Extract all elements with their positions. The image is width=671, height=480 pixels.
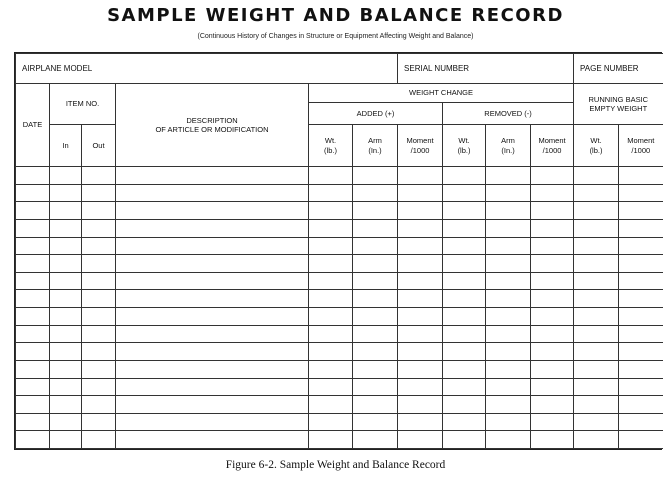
page-title: SAMPLE WEIGHT AND BALANCE RECORD	[107, 5, 564, 26]
table-cell[interactable]	[486, 255, 531, 273]
table-row	[16, 396, 663, 414]
table-cell[interactable]	[116, 308, 309, 326]
table-row	[16, 202, 663, 220]
table-row	[16, 237, 663, 255]
table-cell[interactable]	[619, 325, 663, 343]
running-moment-header	[619, 125, 663, 167]
table-cell[interactable]	[486, 290, 531, 308]
record-table	[15, 53, 663, 449]
table-cell[interactable]	[116, 255, 309, 273]
added-wt-line2: (lb.)	[324, 145, 337, 155]
table-cell[interactable]	[398, 431, 443, 449]
table-cell[interactable]	[574, 378, 619, 396]
running-moment-line1: Moment	[627, 136, 655, 146]
description-header-line2: OF ARTICLE OR MODIFICATION	[155, 125, 269, 134]
table-cell[interactable]	[443, 219, 486, 237]
table-cell[interactable]	[531, 272, 574, 290]
added-arm-line2: (In.)	[368, 145, 382, 155]
table-cell[interactable]	[443, 431, 486, 449]
table-cell[interactable]	[531, 237, 574, 255]
table-cell[interactable]	[619, 237, 663, 255]
table-cell[interactable]	[531, 325, 574, 343]
description-header	[116, 84, 309, 167]
table-cell[interactable]	[353, 237, 398, 255]
table-cell[interactable]	[16, 360, 50, 378]
table-cell[interactable]	[531, 396, 574, 414]
removed-wt-line1: Wt.	[458, 136, 470, 146]
table-cell[interactable]	[443, 290, 486, 308]
running-wt-line2: (lb.)	[589, 145, 603, 155]
table-cell[interactable]	[309, 431, 353, 449]
table-cell[interactable]	[82, 396, 116, 414]
table-cell[interactable]	[398, 413, 443, 431]
table-cell[interactable]	[309, 308, 353, 326]
table-cell[interactable]	[353, 290, 398, 308]
table-cell[interactable]	[574, 413, 619, 431]
table-cell[interactable]	[309, 167, 353, 185]
removed-arm-header	[486, 125, 531, 167]
table-cell[interactable]	[82, 219, 116, 237]
table-cell[interactable]	[309, 219, 353, 237]
page-number-field	[574, 54, 663, 84]
table-cell[interactable]	[82, 272, 116, 290]
table-cell[interactable]	[16, 343, 50, 361]
figure-caption: Figure 6-2. Sample Weight and Balance Record	[225, 459, 446, 471]
table-cell[interactable]	[353, 325, 398, 343]
table-cell[interactable]	[16, 184, 50, 202]
table-cell[interactable]	[50, 167, 82, 185]
page-subtitle: (Continuous History of Changes in Structure or Equipment Affecting Weight and Balance)	[197, 33, 474, 40]
table-cell[interactable]	[574, 343, 619, 361]
table-cell[interactable]	[619, 202, 663, 220]
table-cell[interactable]	[486, 167, 531, 185]
table-cell[interactable]	[116, 431, 309, 449]
table-cell[interactable]	[82, 325, 116, 343]
table-cell[interactable]	[443, 272, 486, 290]
table-cell[interactable]	[82, 202, 116, 220]
table-row	[16, 413, 663, 431]
table-cell[interactable]	[50, 360, 82, 378]
serial-number-field	[398, 54, 574, 84]
table-cell[interactable]	[398, 167, 443, 185]
table-cell[interactable]	[619, 167, 663, 185]
table-cell[interactable]	[116, 290, 309, 308]
table-cell[interactable]	[353, 272, 398, 290]
removed-wt-header	[443, 125, 486, 167]
table-cell[interactable]	[486, 272, 531, 290]
table-cell[interactable]	[398, 308, 443, 326]
table-cell[interactable]	[309, 360, 353, 378]
table-cell[interactable]	[619, 360, 663, 378]
table-row	[16, 378, 663, 396]
table-cell[interactable]	[398, 290, 443, 308]
table-cell[interactable]	[486, 431, 531, 449]
item-no-header: ITEM NO.	[50, 84, 116, 125]
table-row	[16, 167, 663, 185]
table-cell[interactable]	[574, 290, 619, 308]
running-moment-line2: /1000	[631, 145, 651, 155]
table-cell[interactable]	[531, 343, 574, 361]
table-cell[interactable]	[353, 396, 398, 414]
running-wt-line1: Wt.	[590, 136, 602, 146]
added-moment-line1: Moment	[406, 136, 434, 146]
removed-moment-header	[531, 125, 574, 167]
table-cell[interactable]	[398, 272, 443, 290]
removed-moment-line2: /1000	[542, 145, 562, 155]
table-cell[interactable]	[116, 219, 309, 237]
table-cell[interactable]	[443, 184, 486, 202]
table-cell[interactable]	[619, 343, 663, 361]
table-cell[interactable]	[574, 202, 619, 220]
table-cell[interactable]	[309, 184, 353, 202]
table-cell[interactable]	[82, 290, 116, 308]
table-cell[interactable]	[486, 396, 531, 414]
table-row	[16, 272, 663, 290]
table-cell[interactable]	[619, 272, 663, 290]
table-cell[interactable]	[16, 272, 50, 290]
table-cell[interactable]	[50, 308, 82, 326]
table-cell[interactable]	[574, 396, 619, 414]
table-cell[interactable]	[16, 167, 50, 185]
table-cell[interactable]	[82, 237, 116, 255]
table-cell[interactable]	[486, 343, 531, 361]
table-cell[interactable]	[50, 290, 82, 308]
table-cell[interactable]	[619, 255, 663, 273]
table-cell[interactable]	[619, 396, 663, 414]
removed-header: REMOVED (-)	[443, 103, 574, 125]
table-cell[interactable]	[486, 325, 531, 343]
record-rows	[16, 167, 663, 449]
weight-balance-form	[14, 52, 662, 450]
running-header-line2: EMPTY WEIGHT	[589, 104, 648, 113]
table-cell[interactable]	[16, 202, 50, 220]
page-number-label: PAGE NUMBER	[580, 63, 639, 73]
table-row	[16, 219, 663, 237]
table-cell[interactable]	[353, 378, 398, 396]
running-header-line1: RUNNING BASIC	[588, 94, 649, 104]
table-cell[interactable]	[82, 184, 116, 202]
table-cell[interactable]	[309, 237, 353, 255]
table-cell[interactable]	[619, 290, 663, 308]
table-cell[interactable]	[531, 202, 574, 220]
table-row	[16, 360, 663, 378]
table-cell[interactable]	[16, 396, 50, 414]
table-cell[interactable]	[82, 431, 116, 449]
table-cell[interactable]	[443, 343, 486, 361]
table-cell[interactable]	[574, 431, 619, 449]
table-cell[interactable]	[531, 184, 574, 202]
table-cell[interactable]	[443, 308, 486, 326]
added-arm-line1: Arm	[368, 136, 382, 146]
table-cell[interactable]	[353, 167, 398, 185]
added-wt-header	[309, 125, 353, 167]
table-cell[interactable]	[574, 184, 619, 202]
table-cell[interactable]	[309, 272, 353, 290]
table-cell[interactable]	[116, 167, 309, 185]
table-cell[interactable]	[486, 360, 531, 378]
table-cell[interactable]	[116, 343, 309, 361]
table-cell[interactable]	[443, 255, 486, 273]
table-cell[interactable]	[50, 202, 82, 220]
table-row	[16, 343, 663, 361]
table-cell[interactable]	[50, 396, 82, 414]
table-cell[interactable]	[443, 202, 486, 220]
table-cell[interactable]	[353, 431, 398, 449]
table-cell[interactable]	[82, 378, 116, 396]
table-cell[interactable]	[116, 413, 309, 431]
table-cell[interactable]	[16, 219, 50, 237]
added-wt-line1: Wt.	[324, 136, 337, 146]
table-cell[interactable]	[574, 255, 619, 273]
description-header-line1: DESCRIPTION	[186, 115, 238, 125]
table-cell[interactable]	[353, 202, 398, 220]
table-cell[interactable]	[50, 184, 82, 202]
table-cell[interactable]	[574, 219, 619, 237]
table-cell[interactable]	[398, 325, 443, 343]
table-row	[16, 431, 663, 449]
table-cell[interactable]	[531, 431, 574, 449]
airplane-model-label: AIRPLANE MODEL	[22, 63, 93, 73]
table-cell[interactable]	[309, 413, 353, 431]
table-row	[16, 184, 663, 202]
table-cell[interactable]	[50, 325, 82, 343]
table-cell[interactable]	[82, 167, 116, 185]
table-cell[interactable]	[309, 255, 353, 273]
running-wt-header	[574, 125, 619, 167]
table-cell[interactable]	[50, 255, 82, 273]
table-cell[interactable]	[531, 378, 574, 396]
table-cell[interactable]	[486, 184, 531, 202]
table-cell[interactable]	[50, 413, 82, 431]
table-cell[interactable]	[116, 325, 309, 343]
weight-change-header: WEIGHT CHANGE	[309, 84, 574, 103]
table-cell[interactable]	[398, 343, 443, 361]
table-cell[interactable]	[531, 255, 574, 273]
table-cell[interactable]	[486, 308, 531, 326]
table-cell[interactable]	[50, 219, 82, 237]
added-moment-line2: /1000	[410, 145, 430, 155]
table-cell[interactable]	[619, 413, 663, 431]
table-cell[interactable]	[16, 378, 50, 396]
table-cell[interactable]	[398, 237, 443, 255]
table-cell[interactable]	[50, 237, 82, 255]
table-row	[16, 290, 663, 308]
table-cell[interactable]	[531, 167, 574, 185]
table-cell[interactable]	[82, 413, 116, 431]
table-cell[interactable]	[116, 396, 309, 414]
table-cell[interactable]	[443, 378, 486, 396]
table-row	[16, 255, 663, 273]
table-cell[interactable]	[309, 343, 353, 361]
table-cell[interactable]	[16, 255, 50, 273]
item-out-header: Out	[82, 125, 116, 167]
table-cell[interactable]	[574, 360, 619, 378]
table-cell[interactable]	[486, 237, 531, 255]
table-cell[interactable]	[619, 184, 663, 202]
table-cell[interactable]	[82, 360, 116, 378]
removed-arm-line1: Arm	[501, 136, 515, 146]
table-cell[interactable]	[16, 308, 50, 326]
table-cell[interactable]	[531, 360, 574, 378]
table-cell[interactable]	[309, 325, 353, 343]
table-cell[interactable]	[116, 272, 309, 290]
date-header: DATE	[16, 84, 50, 167]
table-cell[interactable]	[50, 343, 82, 361]
table-cell[interactable]	[398, 219, 443, 237]
table-cell[interactable]	[398, 202, 443, 220]
table-cell[interactable]	[398, 396, 443, 414]
running-basic-empty-weight-header	[574, 84, 663, 125]
table-cell[interactable]	[82, 308, 116, 326]
airplane-model-field	[16, 54, 398, 84]
serial-number-label: SERIAL NUMBER	[404, 63, 470, 73]
table-cell[interactable]	[16, 237, 50, 255]
table-row	[16, 308, 663, 326]
table-cell[interactable]	[619, 431, 663, 449]
table-cell[interactable]	[398, 184, 443, 202]
table-cell[interactable]	[50, 431, 82, 449]
table-cell[interactable]	[531, 413, 574, 431]
item-in-header: In	[50, 125, 82, 167]
table-cell[interactable]	[486, 378, 531, 396]
table-cell[interactable]	[443, 413, 486, 431]
added-header: ADDED (+)	[309, 103, 443, 125]
table-cell[interactable]	[82, 255, 116, 273]
table-cell[interactable]	[531, 219, 574, 237]
table-cell[interactable]	[309, 378, 353, 396]
added-arm-header	[353, 125, 398, 167]
table-cell[interactable]	[443, 237, 486, 255]
table-cell[interactable]	[443, 360, 486, 378]
table-cell[interactable]	[16, 290, 50, 308]
added-moment-header	[398, 125, 443, 167]
removed-wt-line2: (lb.)	[457, 145, 471, 155]
table-cell[interactable]	[353, 360, 398, 378]
table-cell[interactable]	[353, 413, 398, 431]
table-cell[interactable]	[309, 202, 353, 220]
table-cell[interactable]	[574, 167, 619, 185]
table-cell[interactable]	[486, 202, 531, 220]
table-cell[interactable]	[574, 308, 619, 326]
table-cell[interactable]	[16, 325, 50, 343]
table-cell[interactable]	[486, 413, 531, 431]
table-cell[interactable]	[619, 378, 663, 396]
table-cell[interactable]	[116, 378, 309, 396]
table-cell[interactable]	[398, 378, 443, 396]
table-cell[interactable]	[353, 343, 398, 361]
table-cell[interactable]	[353, 219, 398, 237]
table-cell[interactable]	[16, 413, 50, 431]
table-cell[interactable]	[116, 184, 309, 202]
table-cell[interactable]	[116, 360, 309, 378]
table-cell[interactable]	[353, 255, 398, 273]
table-cell[interactable]	[443, 396, 486, 414]
table-row	[16, 325, 663, 343]
table-cell[interactable]	[531, 290, 574, 308]
table-cell[interactable]	[619, 308, 663, 326]
table-cell[interactable]	[353, 184, 398, 202]
table-cell[interactable]	[50, 272, 82, 290]
table-cell[interactable]	[398, 255, 443, 273]
table-cell[interactable]	[353, 308, 398, 326]
table-cell[interactable]	[443, 167, 486, 185]
table-cell[interactable]	[574, 325, 619, 343]
table-cell[interactable]	[531, 308, 574, 326]
table-cell[interactable]	[486, 219, 531, 237]
table-cell[interactable]	[398, 360, 443, 378]
table-cell[interactable]	[309, 396, 353, 414]
table-cell[interactable]	[619, 219, 663, 237]
table-cell[interactable]	[443, 325, 486, 343]
table-cell[interactable]	[574, 237, 619, 255]
table-cell[interactable]	[116, 202, 309, 220]
table-cell[interactable]	[116, 237, 309, 255]
table-cell[interactable]	[50, 378, 82, 396]
removed-arm-line2: (In.)	[501, 145, 515, 155]
table-cell[interactable]	[16, 431, 50, 449]
table-cell[interactable]	[82, 343, 116, 361]
removed-moment-line1: Moment	[538, 136, 566, 146]
table-cell[interactable]	[309, 290, 353, 308]
table-cell[interactable]	[574, 272, 619, 290]
